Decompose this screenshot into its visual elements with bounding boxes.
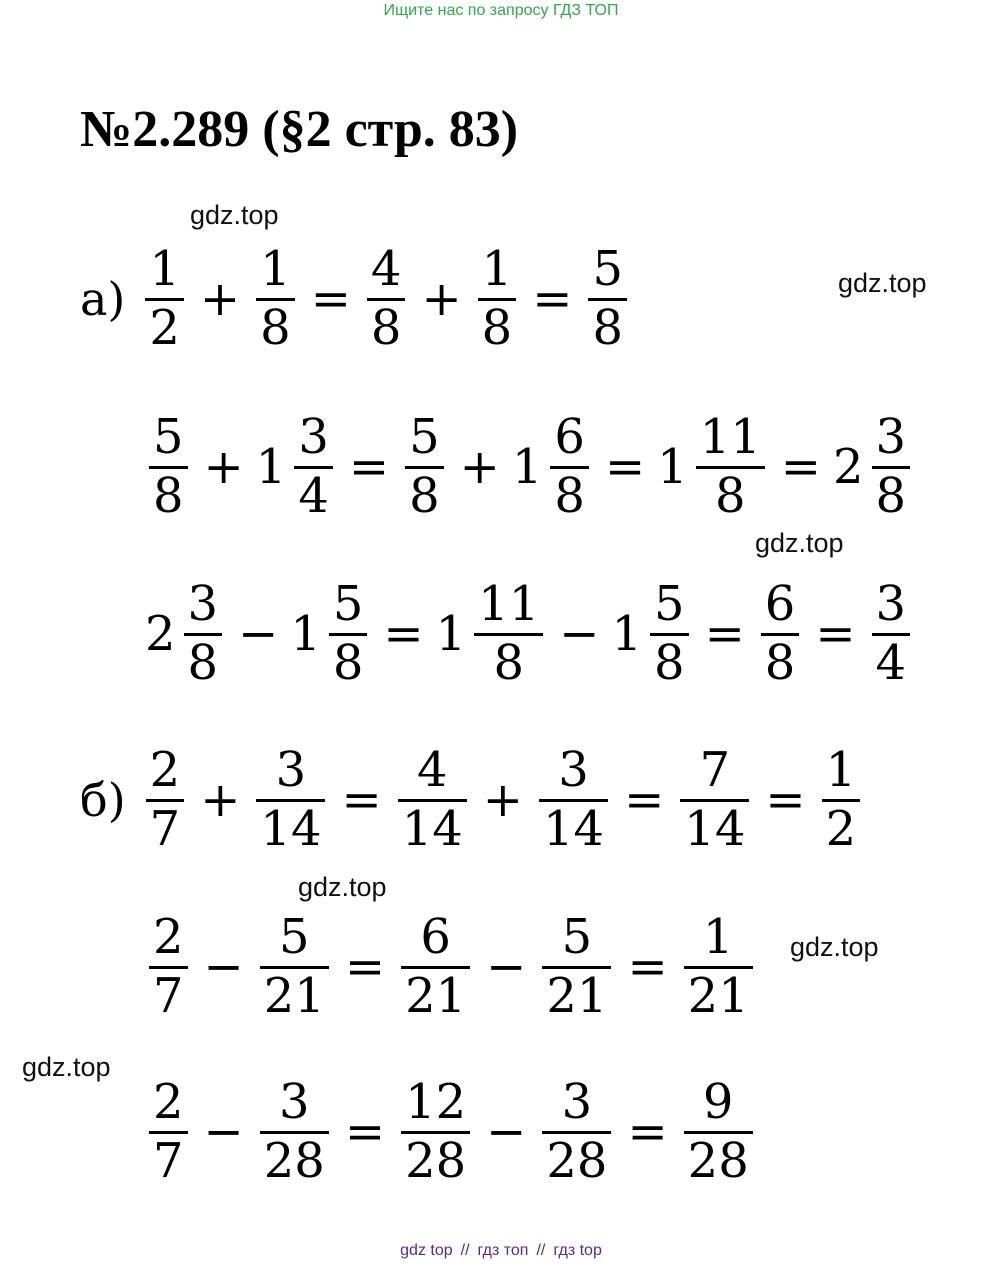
fraction [542, 1075, 611, 1189]
fraction [149, 1075, 188, 1189]
denominator: 21 [546, 967, 608, 1024]
fraction [761, 577, 800, 691]
denominator: 8 [654, 634, 685, 691]
operator: = [344, 939, 386, 996]
operator: = [341, 772, 382, 829]
numerator: 3 [561, 1074, 593, 1130]
denominator: 4 [298, 467, 329, 524]
item-label: а) [80, 272, 126, 327]
fraction [398, 743, 467, 857]
denominator: 8 [875, 467, 907, 524]
operator: − [238, 606, 279, 663]
fraction [401, 910, 470, 1024]
footer [0, 1242, 1002, 1260]
item-label: б) [80, 773, 126, 828]
numerator: 3 [298, 409, 329, 465]
denominator: 8 [493, 634, 524, 691]
numerator: 11 [478, 576, 540, 632]
equation-line-a1 [80, 242, 631, 356]
denominator: 8 [592, 299, 623, 356]
operator: = [627, 1104, 668, 1161]
denominator: 28 [405, 1132, 467, 1189]
whole-part: 1 [511, 439, 543, 496]
whole-part: 2 [833, 439, 864, 496]
watermark: gdz.top [298, 872, 387, 902]
fraction [146, 743, 185, 857]
denominator: 14 [684, 800, 746, 857]
watermark: gdz.top [838, 268, 927, 298]
fraction [650, 577, 689, 691]
fraction [696, 410, 765, 524]
denominator: 21 [263, 967, 325, 1024]
numerator: 1 [481, 241, 513, 297]
denominator: 8 [409, 467, 440, 524]
numerator: 2 [153, 1074, 184, 1130]
numerator: 2 [153, 909, 184, 965]
operator: + [459, 439, 500, 496]
fraction [367, 242, 406, 356]
fraction [405, 410, 444, 524]
denominator: 8 [332, 634, 364, 691]
denominator: 8 [481, 299, 513, 356]
numerator: 3 [279, 1074, 310, 1130]
operator: = [704, 606, 745, 663]
operator: − [559, 606, 600, 663]
numerator: 7 [699, 742, 731, 798]
footer-separator: // [460, 1242, 470, 1259]
numerator: 3 [875, 409, 907, 465]
operator: = [780, 439, 821, 496]
whole-part: 1 [435, 606, 467, 663]
fraction [256, 743, 325, 857]
fraction [542, 910, 611, 1024]
operator: = [348, 439, 390, 496]
operator: = [383, 606, 424, 663]
numerator: 5 [409, 409, 440, 465]
numerator: 1 [825, 742, 857, 798]
fraction [550, 410, 589, 524]
operator: + [482, 772, 523, 829]
equation-line-a2 [145, 410, 914, 524]
operator: = [532, 271, 573, 328]
watermark: gdz.top [22, 1052, 111, 1082]
fraction [822, 743, 861, 857]
numerator: 4 [370, 241, 402, 297]
denominator: 8 [187, 634, 219, 691]
numerator: 3 [187, 576, 219, 632]
numerator: 3 [275, 742, 307, 798]
numerator: 11 [699, 409, 761, 465]
numerator: 5 [561, 909, 593, 965]
denominator: 21 [405, 967, 467, 1024]
numerator: 1 [702, 909, 734, 965]
fraction [260, 910, 329, 1024]
numerator: 6 [420, 909, 451, 965]
denominator: 8 [260, 299, 291, 356]
whole-part: 1 [657, 439, 688, 496]
numerator: 9 [702, 1074, 734, 1130]
footer-item: гдз топ [477, 1242, 529, 1259]
numerator: 5 [279, 909, 310, 965]
fraction [149, 910, 188, 1024]
whole-part: 1 [255, 439, 287, 496]
denominator: 8 [153, 467, 184, 524]
operator: + [203, 439, 244, 496]
denominator: 2 [149, 299, 180, 356]
watermark: gdz.top [755, 528, 844, 558]
watermark: gdz.top [190, 200, 279, 230]
fraction [478, 242, 517, 356]
fraction [539, 743, 608, 857]
page-title: №2.289 (§2 стр. 83) [80, 101, 519, 158]
fraction [872, 577, 911, 691]
denominator: 8 [764, 634, 796, 691]
operator: − [486, 939, 527, 996]
operator: = [310, 271, 351, 328]
fraction [329, 577, 368, 691]
numerator: 1 [260, 241, 291, 297]
equation-line-b2 [145, 910, 757, 1024]
numerator: 4 [416, 742, 448, 798]
operator: = [624, 772, 665, 829]
fraction [260, 1075, 329, 1189]
fraction [588, 242, 627, 356]
denominator: 2 [825, 800, 857, 857]
footer-item: gdz top [400, 1242, 453, 1259]
denominator: 14 [543, 800, 605, 857]
denominator: 8 [554, 467, 585, 524]
fraction [684, 1075, 753, 1189]
operator: − [203, 1104, 244, 1161]
denominator: 7 [153, 967, 184, 1024]
equation-line-b1 [80, 743, 864, 857]
denominator: 14 [401, 800, 463, 857]
numerator: 5 [654, 576, 685, 632]
fraction [294, 410, 333, 524]
footer-separator: // [536, 1242, 546, 1259]
numerator: 6 [764, 576, 796, 632]
denominator: 8 [714, 467, 746, 524]
equation-line-b3 [145, 1075, 757, 1189]
numerator: 3 [875, 576, 907, 632]
operator: = [765, 772, 806, 829]
numerator: 12 [405, 1074, 467, 1130]
denominator: 28 [263, 1132, 325, 1189]
fraction [684, 910, 753, 1024]
fraction [149, 410, 188, 524]
fraction [401, 1075, 470, 1189]
top-banner: Ищите нас по запросу ГДЗ ТОП [383, 2, 619, 19]
numerator: 5 [592, 241, 623, 297]
denominator: 7 [149, 800, 181, 857]
numerator: 5 [153, 409, 184, 465]
watermark: gdz.top [790, 932, 879, 962]
denominator: 14 [260, 800, 322, 857]
operator: + [200, 772, 241, 829]
whole-part: 1 [611, 606, 643, 663]
operator: = [815, 606, 856, 663]
numerator: 5 [332, 576, 364, 632]
operator: + [421, 271, 462, 328]
fraction [256, 242, 295, 356]
operator: − [486, 1104, 527, 1161]
operator: = [604, 439, 646, 496]
operator: = [344, 1104, 386, 1161]
operator: − [203, 939, 244, 996]
numerator: 1 [149, 241, 180, 297]
numerator: 6 [554, 409, 585, 465]
whole-part: 1 [290, 606, 321, 663]
denominator: 28 [687, 1132, 749, 1189]
numerator: 3 [558, 742, 589, 798]
denominator: 8 [370, 299, 402, 356]
denominator: 21 [687, 967, 749, 1024]
fraction [474, 577, 543, 691]
fraction [145, 242, 184, 356]
numerator: 2 [149, 742, 181, 798]
footer-item: гдз top [553, 1242, 602, 1259]
fraction [680, 743, 749, 857]
denominator: 28 [546, 1132, 608, 1189]
operator: + [199, 271, 241, 328]
denominator: 4 [875, 634, 907, 691]
operator: = [627, 939, 668, 996]
fraction [872, 410, 911, 524]
whole-part: 2 [145, 606, 176, 663]
equation-line-a3 [145, 577, 914, 691]
denominator: 7 [153, 1132, 184, 1189]
fraction [184, 577, 223, 691]
